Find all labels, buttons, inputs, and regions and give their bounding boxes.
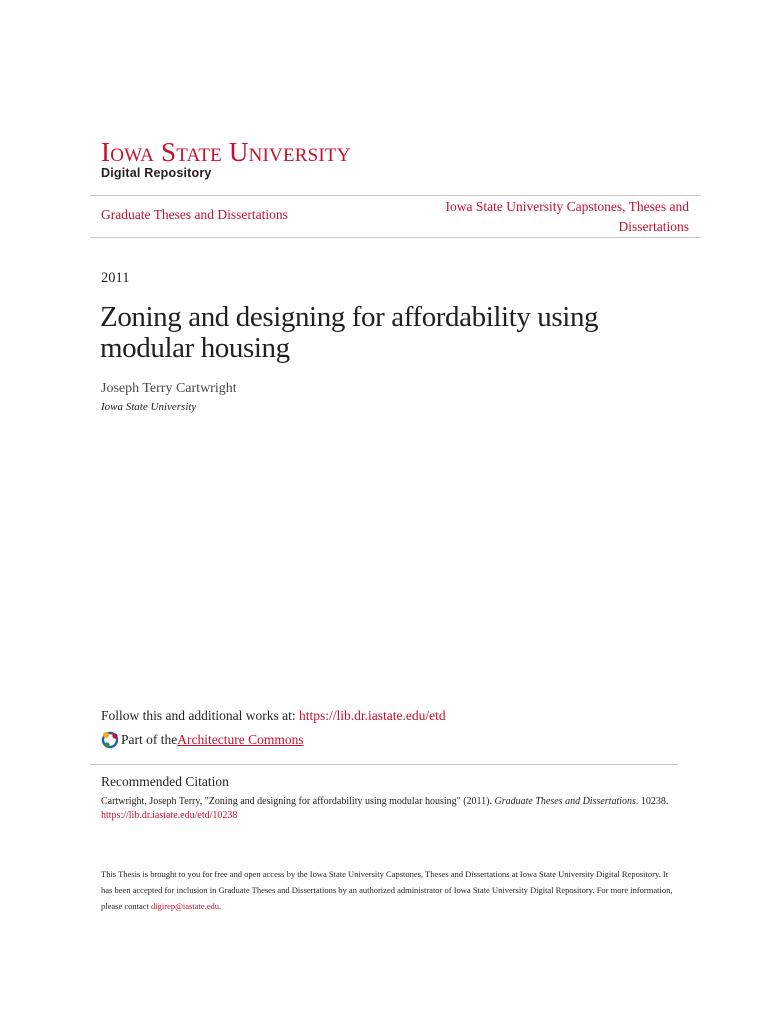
header-rule-top bbox=[90, 195, 701, 196]
university-logo bbox=[101, 138, 351, 180]
logo-subtitle: Digital Repository bbox=[101, 166, 212, 180]
commons-network-icon bbox=[101, 731, 119, 749]
series-link-graduate-theses[interactable]: Graduate Theses and Dissertations bbox=[101, 207, 288, 222]
series-link-capstones-line1[interactable]: Iowa State University Capstones, Theses and bbox=[445, 199, 689, 214]
part-of-line bbox=[101, 731, 304, 749]
author-affiliation: Iowa State University bbox=[101, 401, 197, 413]
author-name: Joseph Terry Cartwright bbox=[101, 381, 237, 396]
etd-link[interactable]: https://lib.dr.iastate.edu/etd bbox=[299, 708, 446, 723]
publication-year: 2011 bbox=[101, 270, 130, 286]
header-rule-bottom bbox=[90, 237, 701, 238]
citation-url-link[interactable]: https://lib.dr.iastate.edu/etd/10238 bbox=[101, 810, 238, 821]
notice-text: This Thesis is brought to you for free and open access by the Iowa State University Capstones, Theses and Dissertations at Iowa State University Digital Repository. It has been accepted for inclusion in Graduate Theses and Dissertations by an authorized administrator of Iowa State University Digital Repository. For more information, please contact bbox=[101, 869, 673, 911]
citation-body: Cartwright, Joseph Terry, "Zoning and designing for affordability using modular housing" (2011). bbox=[101, 796, 495, 807]
series-link-capstones[interactable] bbox=[389, 197, 689, 237]
architecture-commons-link[interactable]: Architecture Commons bbox=[177, 732, 304, 747]
notice-end: . bbox=[219, 901, 222, 911]
recommended-citation-heading: Recommended Citation bbox=[101, 774, 229, 789]
follow-prefix: Follow this and additional works at: bbox=[101, 708, 299, 723]
contact-email-link[interactable]: digirep@iastate.edu bbox=[151, 901, 220, 911]
citation-rule bbox=[90, 764, 678, 765]
follow-line bbox=[101, 708, 446, 724]
citation-text bbox=[101, 795, 681, 823]
citation-series: Graduate Theses and Dissertations bbox=[494, 796, 636, 807]
series-link-capstones-line2[interactable]: Dissertations bbox=[618, 219, 689, 234]
document-title: Zoning and designing for affordability using modular housing bbox=[100, 301, 599, 364]
part-of-prefix: Part of the bbox=[121, 732, 178, 747]
citation-number: . 10238. bbox=[635, 796, 669, 807]
access-notice bbox=[101, 866, 681, 914]
logo-wordmark: Iowa State University bbox=[101, 137, 351, 167]
